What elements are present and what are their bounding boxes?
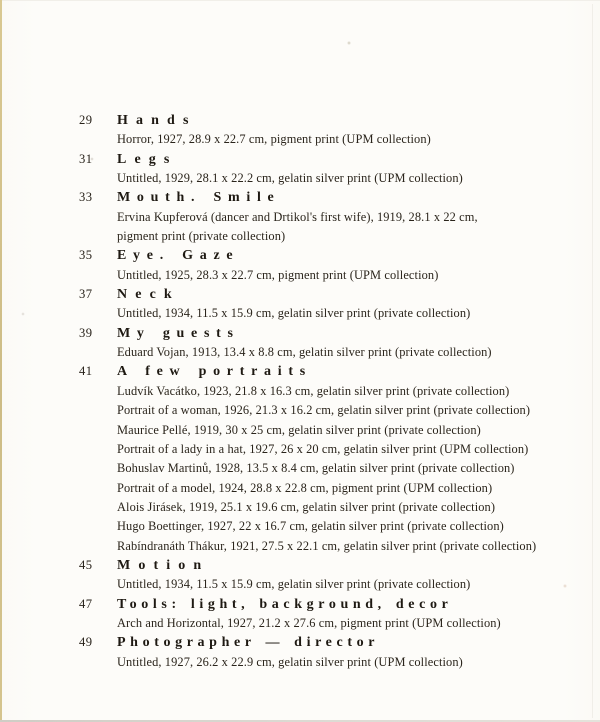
plate-detail: Portrait of a woman, 1926, 21.3 x 16.2 cm, gelatin silver print (private collection) — [117, 403, 531, 418]
plate-detail: Untitled, 1925, 28.3 x 22.7 cm, pigment print (UPM collection) — [117, 267, 439, 282]
plate-title: Tools: light, background, decor — [117, 596, 453, 612]
plate-title-row — [0, 111, 600, 130]
page-number: 31 — [79, 151, 93, 166]
page-number: 41 — [79, 364, 93, 379]
plate-title: Mouth. Smile — [117, 190, 281, 206]
plate-title: A few portraits — [117, 364, 312, 380]
plate-detail: Ludvík Vacátko, 1923, 21.8 x 16.3 cm, gelatin silver print (private collection) — [117, 383, 510, 398]
plate-detail: Rabíndranáth Thákur, 1921, 27.5 x 22.1 cm, gelatin silver print (private collection) — [117, 538, 537, 553]
plate-title-row — [0, 188, 600, 207]
plate-title-row — [0, 633, 600, 652]
plate-title: Photographer — director — [117, 635, 380, 651]
plate-title: Hands — [117, 113, 197, 128]
plate-title: Neck — [117, 287, 180, 303]
plate-entry — [0, 633, 600, 672]
plate-detail: Eduard Vojan, 1913, 13.4 x 8.8 cm, gelatin silver print (private collection) — [117, 345, 492, 360]
plate-title: Motion — [117, 557, 210, 573]
plate-entry — [0, 188, 600, 246]
plate-title: Eye. Gaze — [117, 248, 240, 264]
plate-title: Legs — [117, 151, 178, 167]
page-number: 37 — [79, 287, 93, 302]
plate-title-row — [0, 556, 600, 575]
plate-detail: Hugo Boettinger, 1927, 22 x 16.7 cm, gelatin silver print (private collection) — [117, 519, 504, 534]
plate-entry — [0, 111, 600, 150]
plate-detail: Portrait of a model, 1924, 28.8 x 22.8 cm, pigment print (UPM collection) — [117, 480, 493, 495]
plate-title-row — [0, 595, 600, 614]
plate-detail: Untitled, 1934, 11.5 x 15.9 cm, gelatin silver print (private collection) — [117, 306, 471, 321]
plate-title-row — [0, 246, 600, 265]
plate-entry — [0, 150, 600, 189]
plate-detail: pigment print (private collection) — [117, 229, 286, 244]
plate-detail: Untitled, 1927, 26.2 x 22.9 cm, gelatin silver print (UPM collection) — [117, 654, 463, 669]
plate-detail: Ervina Kupferová (dancer and Drtikol's first wife), 1919, 28.1 x 22 cm, — [117, 209, 478, 224]
page-number: 33 — [79, 190, 93, 205]
plate-title-row — [0, 324, 600, 343]
plate-title: My guests — [117, 325, 240, 341]
page-number: 39 — [79, 325, 93, 340]
plate-detail: Untitled, 1929, 28.1 x 22.2 cm, gelatin silver print (UPM collection) — [117, 171, 463, 186]
plate-entry — [0, 246, 600, 285]
plate-entry — [0, 362, 600, 555]
plate-detail: Portrait of a lady in a hat, 1927, 26 x 20 cm, gelatin silver print (UPM collection) — [117, 441, 529, 456]
plate-entry — [0, 556, 600, 595]
plate-entry — [0, 595, 600, 634]
plate-title-row — [0, 285, 600, 304]
page-number: 29 — [79, 113, 93, 127]
plate-entry — [0, 285, 600, 324]
plate-entry — [0, 324, 600, 363]
plate-detail: Maurice Pellé, 1919, 30 x 25 cm, gelatin silver print (private collection) — [117, 422, 481, 437]
page-number: 47 — [79, 596, 93, 611]
plate-detail: Bohuslav Martinů, 1928, 13.5 x 8.4 cm, gelatin silver print (private collection) — [117, 461, 515, 476]
plate-title-row — [0, 150, 600, 169]
plate-detail: Horror, 1927, 28.9 x 22.7 cm, pigment print (UPM collection) — [117, 132, 431, 147]
plate-detail: Untitled, 1934, 11.5 x 15.9 cm, gelatin silver print (private collection) — [117, 577, 471, 592]
page-number: 35 — [79, 248, 93, 263]
plate-detail: Arch and Horizontal, 1927, 21.2 x 27.6 cm, pigment print (UPM collection) — [117, 615, 501, 630]
page-number: 45 — [79, 557, 93, 572]
plate-detail: Alois Jirásek, 1919, 25.1 x 19.6 cm, gelatin silver print (private collection) — [117, 499, 496, 514]
page-number: 49 — [79, 635, 93, 650]
plate-title-row — [0, 362, 600, 381]
